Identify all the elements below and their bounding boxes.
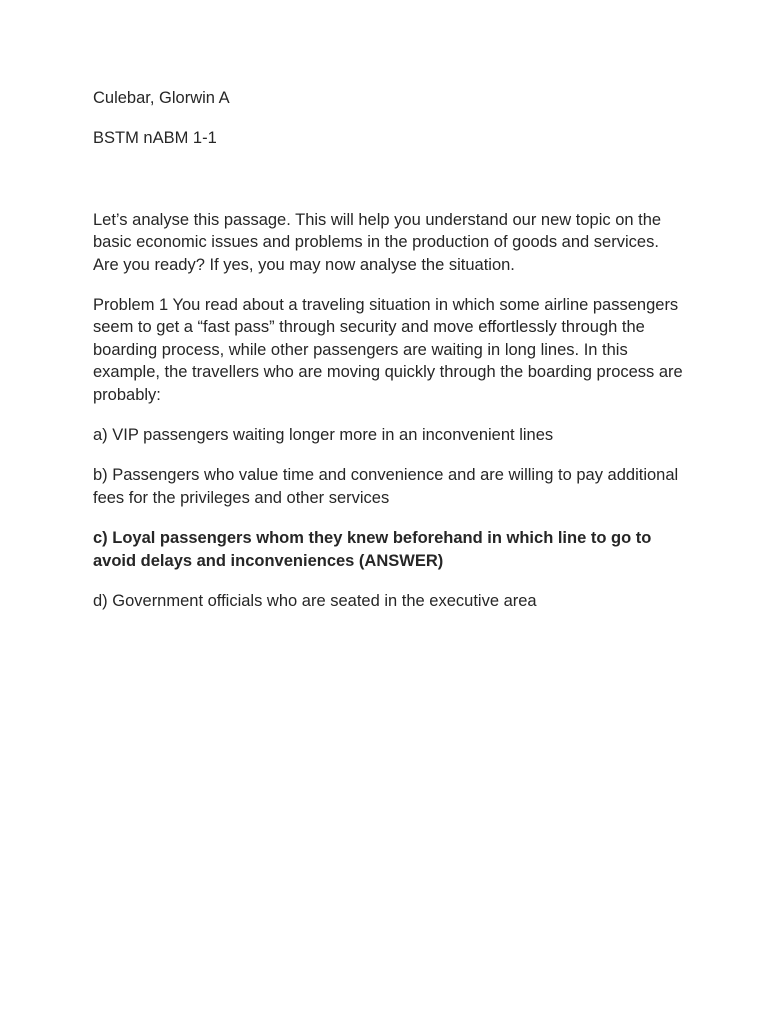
option-c-answer: c) Loyal passengers whom they knew beforehand in which line to go to avoid delays and inconveniences (ANSWER) (93, 529, 652, 570)
option-b: b) Passengers who value time and convenience and are willing to pay additional fees for the privileges and other services (93, 466, 679, 507)
option-a: a) VIP passengers waiting longer more in an inconvenient lines (93, 426, 554, 445)
student-name: Culebar, Glorwin A (93, 89, 230, 107)
intro-paragraph: Let’s analyse this passage. This will help you understand our new topic on the basic economic issues and problems in the production of goods and services. Are you ready? If yes, you may now analyse the situation. (93, 210, 662, 274)
class-section: BSTM nABM 1-1 (93, 129, 217, 148)
problem-paragraph: Problem 1 You read about a traveling situation in which some airline passengers seem to get a “fast pass” through security and move effortlessly through the boarding process, while other passengers are waiting in long lines. In this example, the travellers who are moving quickly through the boarding process are probably: (93, 296, 683, 404)
option-d: d) Government officials who are seated in the executive area (93, 592, 537, 611)
